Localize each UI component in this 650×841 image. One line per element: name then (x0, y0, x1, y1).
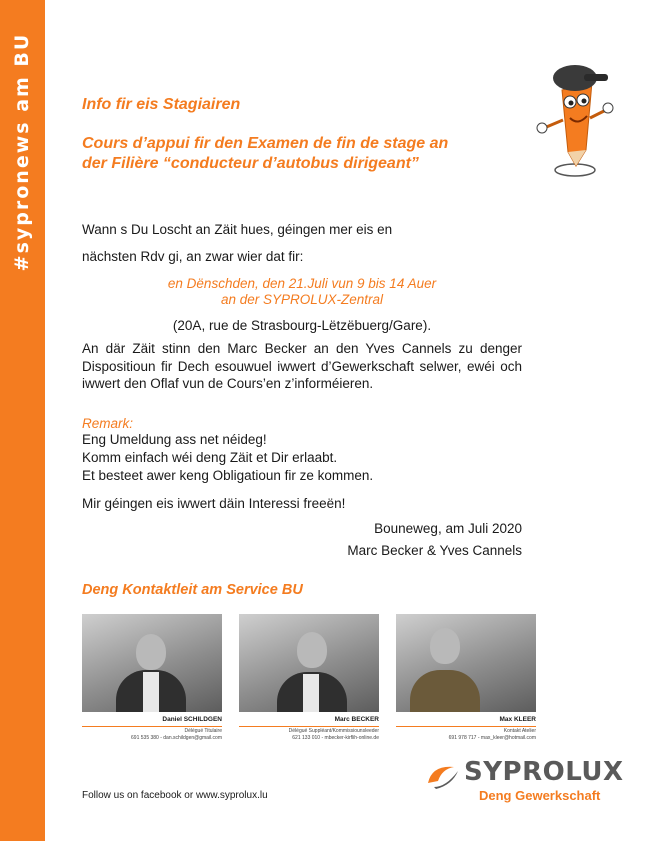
contact-role: Kontakt Atelier (503, 728, 536, 734)
intro-line-2: nächsten Rdv gi, an zwar wier dat fir: (82, 249, 304, 264)
event-place: an der SYPROLUX-Zentral (220, 292, 384, 307)
contact-role: Délégué Titulaire (184, 728, 222, 734)
pencil-mascot-icon (530, 50, 620, 180)
syprolux-swoosh-icon (424, 761, 462, 791)
contact-name: Marc BECKER (334, 716, 379, 723)
remark-line: Eng Umeldung ass net néideg! (82, 432, 267, 447)
info-paragraph: An där Zäit stinn den Marc Becker an den Yves Cannels zu denger Dispositioun fir Dech esouwuel iwwert d’Gewerkschaft selwer, ewéi och iwwert den Oflaf vun de Cours’en z’informéieren. (82, 341, 522, 391)
contact-divider (239, 726, 379, 727)
interest-line: Mir géingen eis iwwert däin Interessi freeën! (82, 496, 346, 511)
logo-tagline: Deng Gewerkschaft (479, 788, 601, 803)
signature-place-date: Bouneweg, am Juli 2020 (374, 521, 522, 536)
event-address: (20A, rue de Strasbourg-Lëtzëbuerg/Gare). (172, 318, 432, 333)
contact-photo (82, 614, 222, 712)
logo-wordmark: SYPROLUX (464, 757, 624, 787)
intro-line-1: Wann s Du Loscht an Zäit hues, géingen mer eis en (82, 222, 393, 237)
contact-photo (239, 614, 379, 712)
contact-divider (396, 726, 536, 727)
footer-social-link[interactable]: Follow us on facebook or www.syprolux.lu (82, 790, 268, 801)
remark-line: Komm einfach wéi deng Zäit et Dir erlaabt. (82, 450, 338, 465)
subtitle-line-2: der Filière “conducteur d’autobus dirigeant” (82, 155, 419, 172)
contact-info: 691 535 380 - dan.schildgen@gmail.com (131, 735, 222, 741)
sidebar-hashtag: #sypronews am BU (11, 32, 33, 272)
remark-label: Remark: (82, 416, 134, 431)
subtitle-line-1: Cours d’appui fir den Examen de fin de stage an (82, 135, 449, 152)
contact-info: 691 978 717 - max_kleer@hotmail.com (448, 735, 536, 741)
contact-card (82, 614, 222, 744)
syprolux-logo (424, 755, 624, 805)
contact-card (396, 614, 536, 744)
page-title: Info fir eis Stagiairen (82, 96, 241, 113)
contact-info: 621 133 010 - mbecker-kirflih-online.de (292, 735, 379, 741)
contact-divider (82, 726, 222, 727)
contact-role: Délégué Suppléant/Kommissiounsleeder (288, 728, 379, 734)
page-subtitle (82, 134, 532, 174)
remark-line: Et besteet awer keng Obligatioun fir ze kommen. (82, 468, 374, 483)
contacts-heading: Deng Kontaktleit am Service BU (82, 582, 303, 598)
sidebar-band (0, 0, 45, 841)
signature-names: Marc Becker & Yves Cannels (347, 543, 522, 558)
contact-name: Daniel SCHILDGEN (162, 716, 222, 723)
contact-name: Max KLEER (499, 716, 536, 723)
contact-photo (396, 614, 536, 712)
event-date: en Dënschden, den 21.Juli vun 9 bis 14 Auer (167, 276, 437, 291)
contact-card (239, 614, 379, 744)
